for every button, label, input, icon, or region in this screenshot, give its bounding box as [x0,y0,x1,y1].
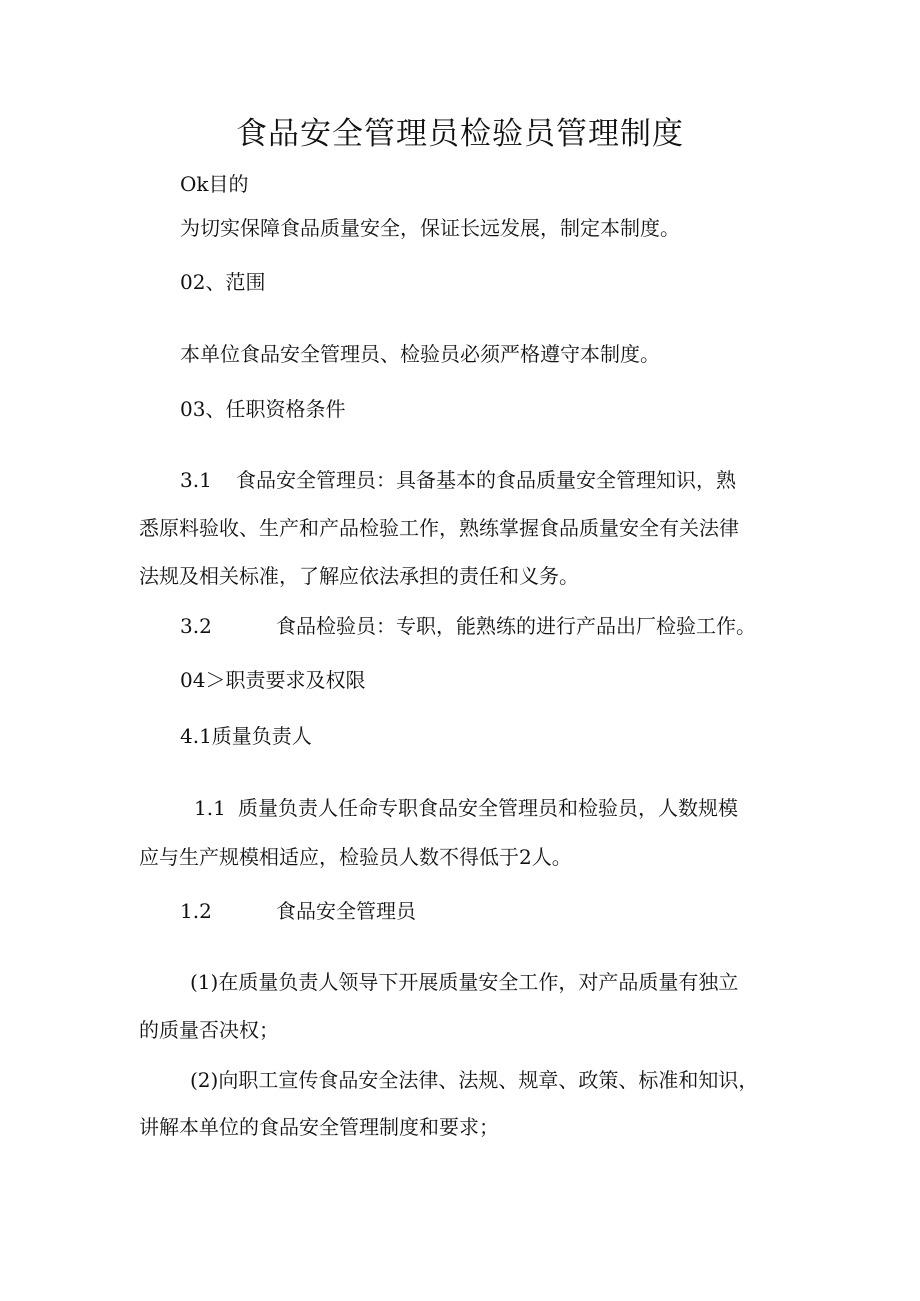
item-3-1-number: 3.1 [180,468,212,492]
item-1-1-line-1: 质量负责人任命专职食品安全管理员和检验员，人数规模 [238,796,738,820]
item-1-1-number: 1.1 [194,796,226,820]
duty-2-line-1: (2)向职工宣传食品安全法律、法规、规章、政策、标准和知识， [190,1068,759,1092]
duty-1-line-1: (1)在质量负责人领导下开展质量安全工作，对产品质量有独立 [190,970,739,994]
section-02-paragraph: 本单位食品安全管理员、检验员必须严格遵守本制度。 [180,342,660,366]
duty-1-line-2: 的质量否决权； [139,1018,279,1042]
item-3-2-number: 3.2 [180,614,212,638]
section-01-heading: Ok目的 [180,172,249,196]
duty-2-line-2: 讲解本单位的食品安全管理制度和要求； [139,1115,499,1139]
item-1-2-text: 食品安全管理员 [276,899,416,923]
sub-4-1-heading: 4.1质量负责人 [180,724,312,748]
item-1-1-line-2: 应与生产规模相适应，检验员人数不得低于2人。 [139,845,572,869]
document-title: 食品安全管理员检验员管理制度 [236,116,684,152]
item-3-1-line-2: 悉原料验收、生产和产品检验工作，熟练掌握食品质量安全有关法律 [139,516,739,540]
item-3-1-line-1: 食品安全管理员：具备基本的食品质量安全管理知识，熟 [236,468,736,492]
item-1-2-number: 1.2 [180,899,212,923]
section-01-paragraph: 为切实保障食品质量安全，保证长远发展，制定本制度。 [180,216,680,240]
section-02-heading: 02、范围 [180,270,266,294]
item-3-1-line-3: 法规及相关标准，了解应依法承担的责任和义务。 [139,564,579,588]
item-3-2-text: 食品检验员：专职，能熟练的进行产品出厂检验工作。 [276,614,756,638]
section-04-heading: 04＞职责要求及权限 [180,668,366,692]
section-03-heading: 03、任职资格条件 [180,397,346,421]
